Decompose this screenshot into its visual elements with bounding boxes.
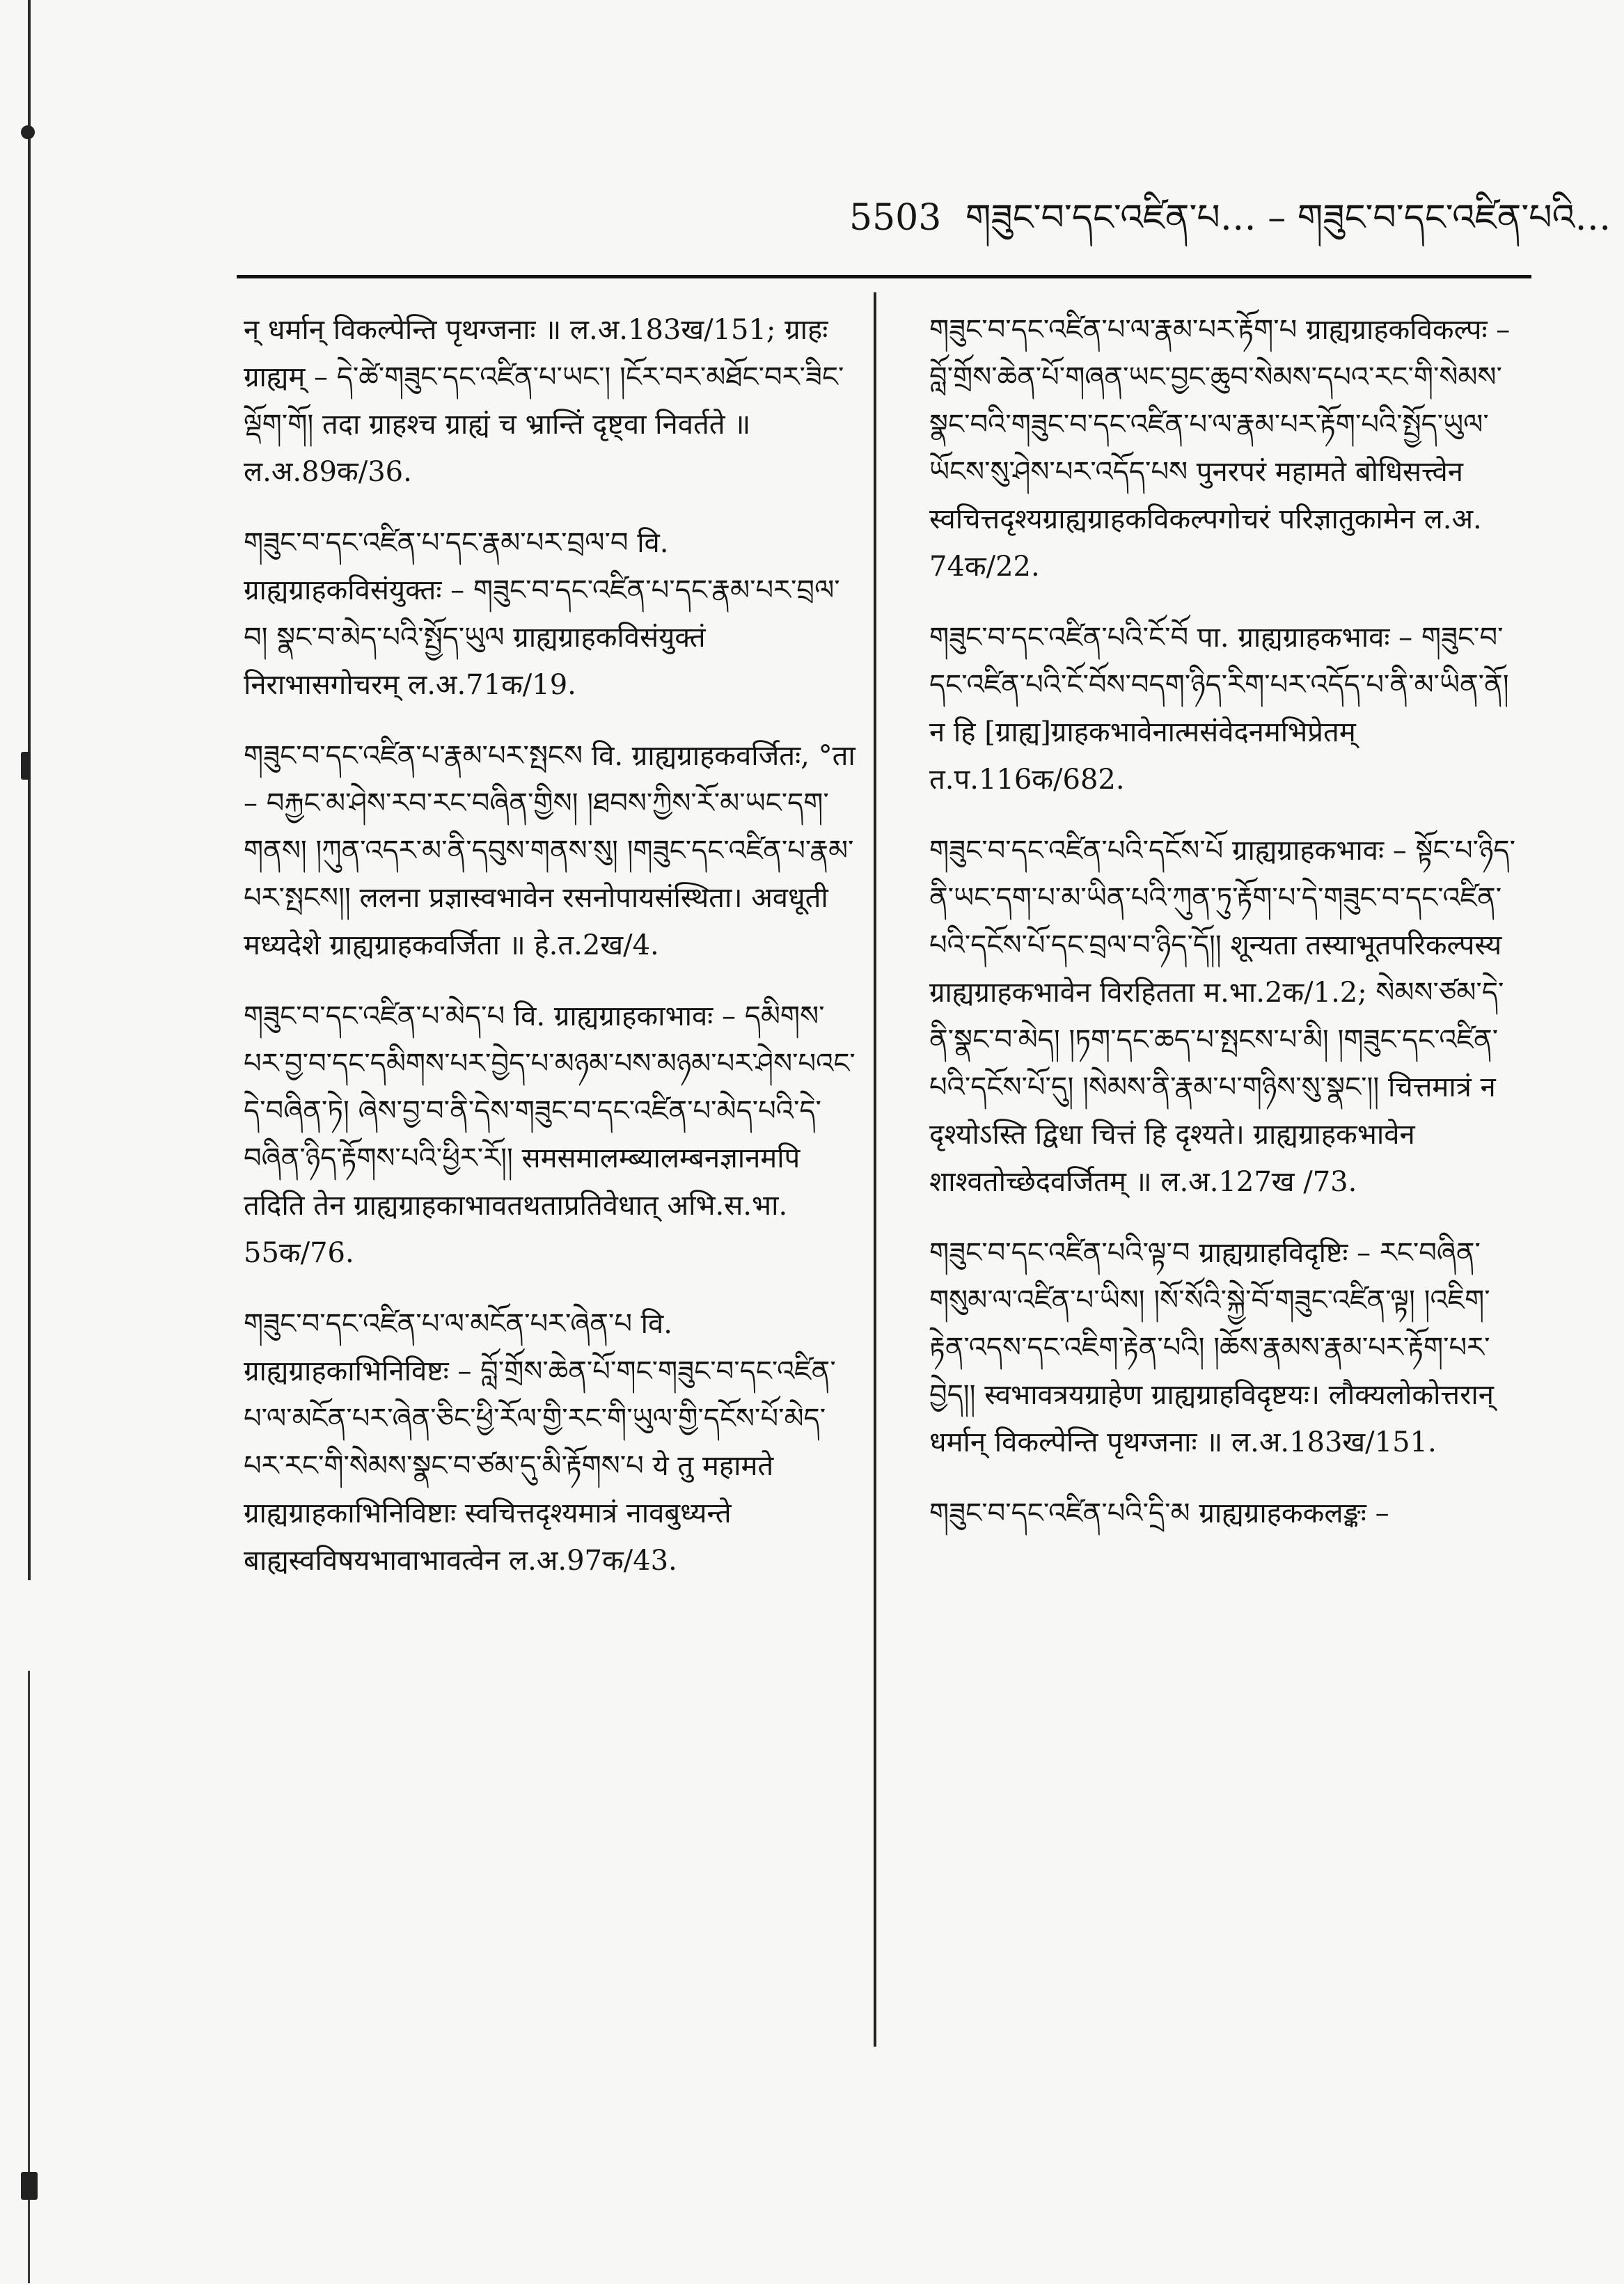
page-header [849,178,1611,279]
entry-text: གཟུང་བ་དང་འཛིན་པའི་ལྟ་བ ग्राह्यग्राहविदृष्टिः – རང་བཞིན་གསུམ་ལ་འཛིན་པ་ཡིས། །སོ་སོའི་སྐྱེ་བོ་གཟུང་འཛིན་ལྟ། །འཇིག་རྟེན་འདས་དང་འཇིག་རྟེན་པའི། །ཆོས་རྣམས་རྣམ་པར་རྟོག་པར་བྱེད།། स्वभावत्रयग्राहेण ग्राह्यग्राहविदृष्टयः। लौक्यलोकोत्तरान् धर्मान् विकल्पेन्ति पृथग्जनाः ॥ ल.अ.183ख/151. [929,1237,1494,1458]
running-title: གཟུང་བ་དང་འཛིན་པ… – གཟུང་བ་དང་འཛིན་པའི… [965,197,1611,239]
dictionary-entry [209,306,856,496]
scan-mark [21,752,31,780]
entry-text: གཟུང་བ་དང་འཛིན་པ་མེད་པ वि. ग्राह्यग्राहकाभावः – དམིགས་པར་བྱ་བ་དང་དམིགས་པར་བྱེད་པ་མཉམ་པས་མཉམ་པར་ཤེས་པའང་དེ་བཞིན་ཏེ། ཞེས་བྱ་བ་ནི་དེས་གཟུང་བ་དང་འཛིན་པ་མེད་པའི་དེ་བཞིན་ཉིད་རྟོགས་པའི་ཕྱིར་རོ།། समसमालम्ब्यालम्बनज्ञानमपि तदिति तेन ग्राह्यग्राहकाभावतथताप्रतिवेधात् अभि.स.भा. 55क/76. [244,1000,856,1269]
dictionary-entry [894,306,1521,590]
column-divider [874,292,876,2047]
left-column [209,306,856,1608]
scan-mark [21,2172,38,2200]
dictionary-entry [894,827,1521,1206]
scan-mark [21,125,35,139]
dictionary-entry [894,614,1521,803]
entry-text: གཟུང་བ་དང་འཛིན་པའི་དྲི་མ ग्राह्यग्राहककलङ्कः – [929,1497,1389,1529]
header-rule [237,275,1531,278]
entry-text: न् धर्मान् विकल्पेन्ति पृथग्जनाः ॥ ल.अ.183ख/151; ग्राहः ग्राह्यम् – དེ་ཚེ་གཟུང་དང་འཛིན་པ་ཡང་། །ངོར་བར་མཐོང་བར་ཟིང་ལྡོག་གོ། तदा ग्राहश्च ग्राह्यं च भ्रान्तिं दृष्ट्वा निवर्तते ॥ ल.अ.89क/36. [244,314,844,488]
entry-text: གཟུང་བ་དང་འཛིན་པ་རྣམ་པར་སྤངས वि. ग्राह्यग्राहकवर्जितः, °ता – བརྐྱང་མ་ཤེས་རབ་རང་བཞིན་གྱིས། །ཐབས་ཀྱིས་རོ་མ་ཡང་དག་གནས། །ཀུན་འདར་མ་ནི་དབུས་གནས་སུ། །གཟུང་དང་འཛིན་པ་རྣམ་པར་སྤངས།། ललना प्रज्ञास्वभावेन रसनोपायसंस्थिता। अवधूती मध्यदेशे ग्राह्यग्राहकवर्जिता ॥ हे.त.2ख/4. [244,740,856,961]
dictionary-entry [894,1229,1521,1466]
dictionary-entry [209,1300,856,1584]
scan-edge-line [28,0,31,1580]
page-number: 5503 [849,197,942,239]
dictionary-entry [209,519,856,709]
right-column [894,306,1521,1561]
dictionary-entry [209,732,856,969]
dictionary-entry [894,1490,1521,1537]
dictionary-entry [209,993,856,1277]
entry-text: གཟུང་བ་དང་འཛིན་པ་ལ་མངོན་པར་ཞེན་པ वि. ग्राह्यग्राहकाभिनिविष्टः – བློ་གྲོས་ཆེན་པོ་གང་གཟུང་བ་དང་འཛིན་པ་ལ་མངོན་པར་ཞེན་ཅིང་ཕྱི་རོལ་གྱི་རང་གི་ཡུལ་གྱི་དངོས་པོ་མེད་པར་རང་གི་སེམས་སྣང་བ་ཙམ་དུ་མི་རྟོགས་པ ये तु महामते ग्राह्यग्राहकाभिनिविष्टाः स्वचित्तदृश्यमात्रं नावबुध्यन्ते बाह्यस्वविषयभावाभावत्वेन ल.अ.97क/43. [244,1308,836,1577]
entry-text: གཟུང་བ་དང་འཛིན་པའི་དངོས་པོ ग्राह्यग्राहकभावः – སྟོང་པ་ཉིད་ནི་ཡང་དག་པ་མ་ཡིན་པའི་ཀུན་ཏུ་རྟོག་པ་དེ་གཟུང་བ་དང་འཛིན་པའི་དངོས་པོ་དང་བྲལ་བ་ཉིད་དོ།། शून्यता तस्याभूतपरिकल्पस्य ग्राह्यग्राहकभावेन विरहितता म.भा.2क/1.2; སེམས་ཙམ་དེ་ནི་སྣང་བ་མེད། །ཏག་དང་ཆད་པ་སྤངས་པ་མི། །གཟུང་དང་འཛིན་པའི་དངོས་པོ་དུ། །སེམས་ནི་རྣམ་པ་གཉིས་སུ་སྣང་།། चित्तमात्रं न दृश्योऽस्ति द्विधा चित्तं हि दृश्यते। ग्राह्यग्राहकभावेन शाश्वतोच्छेदवर्जितम् ॥ ल.अ.127ख /73. [929,835,1515,1198]
entry-text: གཟུང་བ་དང་འཛིན་པའི་ངོ་བོ पा. ग्राह्यग्राहकभावः – གཟུང་བ་དང་འཛིན་པའི་ངོ་བོས་བདག་ཉིད་རིག་པར་འདོད་པ་ནི་མ་ཡིན་ནོ། न हि [ग्राह्य]ग्राहकभावेनात्मसंवेदनमभिप्रेतम् त.प.116क/682. [929,622,1509,796]
entry-text: གཟུང་བ་དང་འཛིན་པ་ལ་རྣམ་པར་རྟོག་པ ग्राह्यग्राहकविकल्पः – བློ་གྲོས་ཆེན་པོ་གཞན་ཡང་བྱང་ཆུབ་སེམས་དཔའ་རང་གི་སེམས་སྣང་བའི་གཟུང་བ་དང་འཛིན་པ་ལ་རྣམ་པར་རྟོག་པའི་སྤྱོད་ཡུལ་ཡོངས་སུ་ཤེས་པར་འདོད་པས पुनरपरं महामते बोधिसत्त्वेन स्वचित्तदृश्यग्राह्यग्राहकविकल्पगोचरं परिज्ञातुकामेन ल.अ. 74क/22. [929,314,1511,583]
entry-text: གཟུང་བ་དང་འཛིན་པ་དང་རྣམ་པར་བྲལ་བ वि. ग्राह्यग्राहकविसंयुक्तः – གཟུང་བ་དང་འཛིན་པ་དང་རྣམ་པར་བྲལ་བ། སྣང་བ་མེད་པའི་སྤྱོད་ཡུལ ग्राह्यग्राहकविसंयुक्तं निराभासगोचरम् ल.अ.71क/19. [244,527,840,701]
